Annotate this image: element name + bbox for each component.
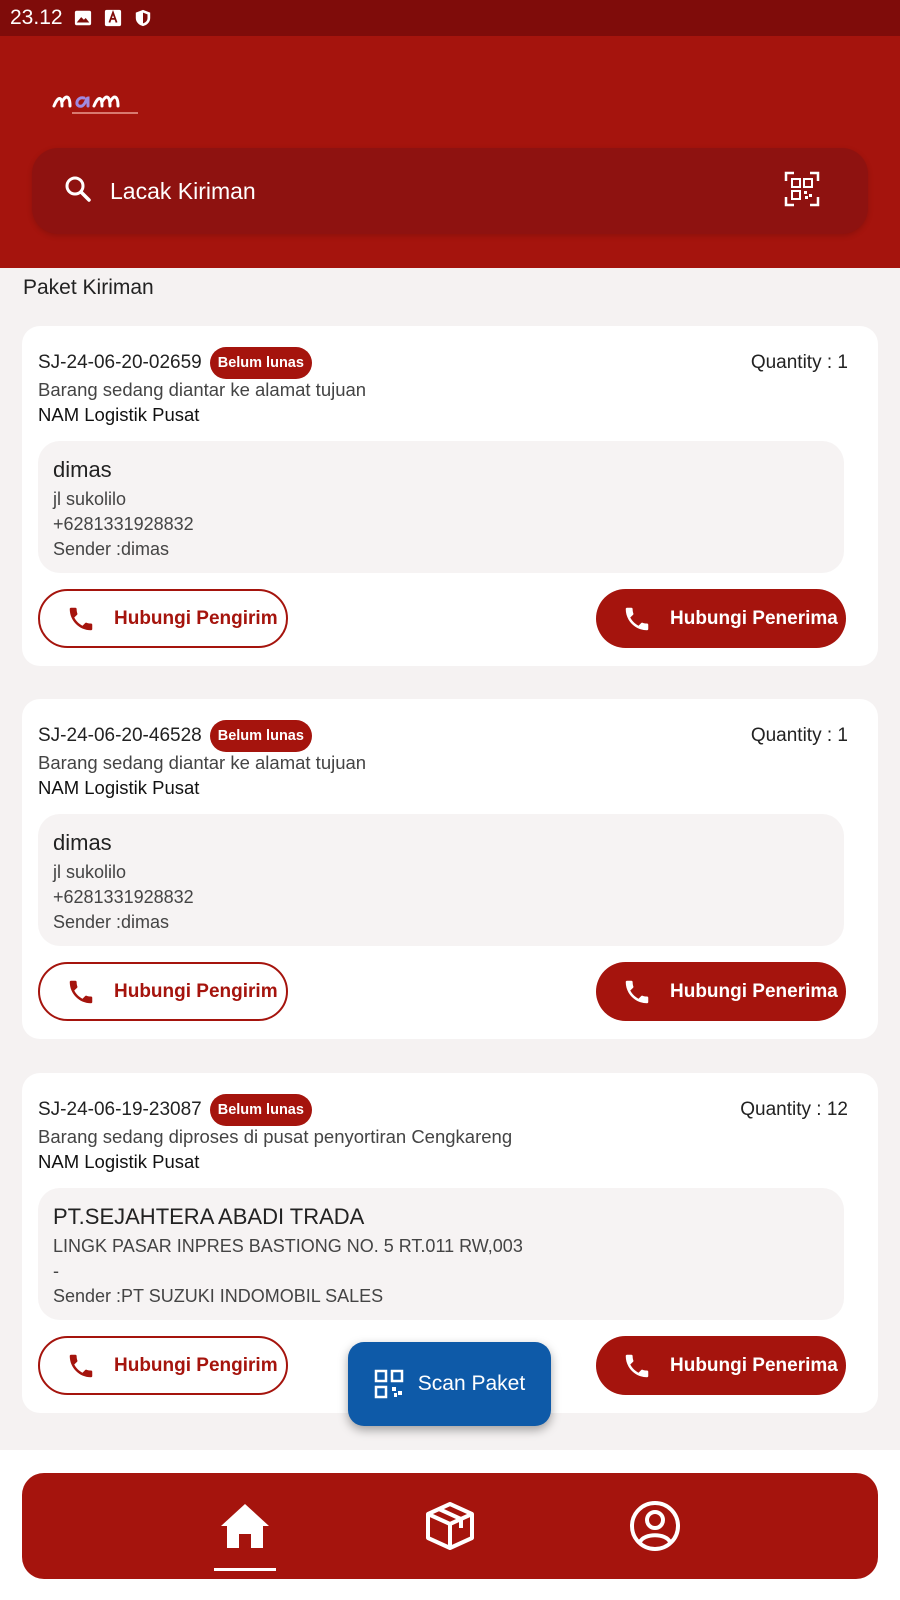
font-icon — [103, 8, 123, 28]
contact-receiver-label: Hubungi Penerima — [670, 1354, 838, 1376]
recipient-name: PT.SEJAHTERA ABADI TRADA — [53, 1204, 365, 1229]
active-indicator — [214, 1568, 276, 1571]
nav-profile[interactable] — [620, 1491, 690, 1561]
header — [0, 36, 900, 268]
shipment-origin: NAM Logistik Pusat — [38, 1151, 200, 1172]
nav-packages[interactable] — [415, 1491, 485, 1561]
contact-sender-label: Hubungi Pengirim — [114, 980, 278, 1002]
resi-number: SJ-24-06-20-46528 — [38, 725, 202, 746]
shipment-origin: NAM Logistik Pusat — [38, 404, 200, 425]
nam-logo — [50, 78, 160, 122]
quantity-label: Quantity : 1 — [750, 352, 848, 373]
image-icon — [73, 8, 93, 28]
shipment-card[interactable] — [22, 326, 878, 666]
search-bar[interactable] — [32, 148, 868, 234]
search-input[interactable] — [110, 178, 784, 205]
recipient-box — [38, 814, 844, 946]
phone-icon — [622, 604, 652, 634]
shipment-status: Barang sedang diproses di pusat penyortiran Cengkareng — [38, 1126, 513, 1147]
qr-scan-icon[interactable] — [784, 171, 838, 212]
phone-icon — [66, 1351, 96, 1381]
section-title: Paket Kiriman — [23, 276, 154, 299]
shipment-status: Barang sedang diantar ke alamat tujuan — [38, 752, 367, 773]
recipient-address: LINGK PASAR INPRES BASTIONG NO. 5 RT.011 RW,003 — [53, 1236, 523, 1256]
payment-status-badge: Belum lunas — [210, 347, 312, 379]
resi-number: SJ-24-06-20-02659 — [38, 352, 202, 373]
resi-number: SJ-24-06-19-23087 — [38, 1099, 202, 1120]
search-icon — [62, 173, 94, 210]
package-icon — [422, 1498, 478, 1554]
nav-home[interactable] — [210, 1491, 280, 1561]
recipient-phone: +6281331928832 — [53, 887, 194, 907]
home-icon — [217, 1498, 273, 1554]
contact-receiver-label: Hubungi Penerima — [670, 980, 838, 1002]
shipment-origin: NAM Logistik Pusat — [38, 777, 200, 798]
shield-icon — [133, 8, 153, 28]
status-time: 23.12 — [10, 6, 63, 29]
quantity-label: Quantity : 1 — [750, 725, 848, 746]
contact-sender-button[interactable] — [38, 589, 288, 648]
phone-icon — [622, 1351, 652, 1381]
recipient-phone: +6281331928832 — [53, 514, 194, 534]
quantity-label: Quantity : 12 — [740, 1099, 848, 1120]
bottom-nav — [22, 1473, 878, 1579]
contact-sender-label: Hubungi Pengirim — [114, 607, 278, 629]
contact-receiver-button[interactable] — [596, 962, 846, 1021]
sender-label: Sender :PT SUZUKI INDOMOBIL SALES — [53, 1286, 384, 1306]
sender-label: Sender :dimas — [53, 912, 170, 932]
contact-sender-button[interactable] — [38, 1336, 288, 1395]
payment-status-badge: Belum lunas — [210, 1094, 312, 1126]
phone-icon — [66, 977, 96, 1007]
recipient-name: dimas — [53, 830, 112, 855]
payment-status-badge: Belum lunas — [210, 720, 312, 752]
recipient-box — [38, 441, 844, 573]
recipient-phone: - — [53, 1261, 59, 1281]
shipment-card[interactable] — [22, 699, 878, 1039]
scan-package-button[interactable] — [348, 1342, 551, 1426]
phone-icon — [622, 977, 652, 1007]
contact-receiver-button[interactable] — [596, 589, 846, 648]
recipient-box — [38, 1188, 844, 1320]
contact-sender-label: Hubungi Pengirim — [114, 1354, 278, 1376]
shipment-status: Barang sedang diantar ke alamat tujuan — [38, 379, 367, 400]
contact-sender-button[interactable] — [38, 962, 288, 1021]
recipient-address: jl sukolilo — [53, 489, 127, 509]
qr-code-icon — [374, 1369, 404, 1399]
phone-icon — [66, 604, 96, 634]
recipient-address: jl sukolilo — [53, 862, 127, 882]
status-bar — [0, 0, 900, 36]
scan-package-label: Scan Paket — [417, 1372, 526, 1395]
recipient-name: dimas — [53, 457, 112, 482]
sender-label: Sender :dimas — [53, 539, 170, 559]
contact-receiver-label: Hubungi Penerima — [670, 607, 838, 629]
profile-icon — [627, 1498, 683, 1554]
contact-receiver-button[interactable] — [596, 1336, 846, 1395]
